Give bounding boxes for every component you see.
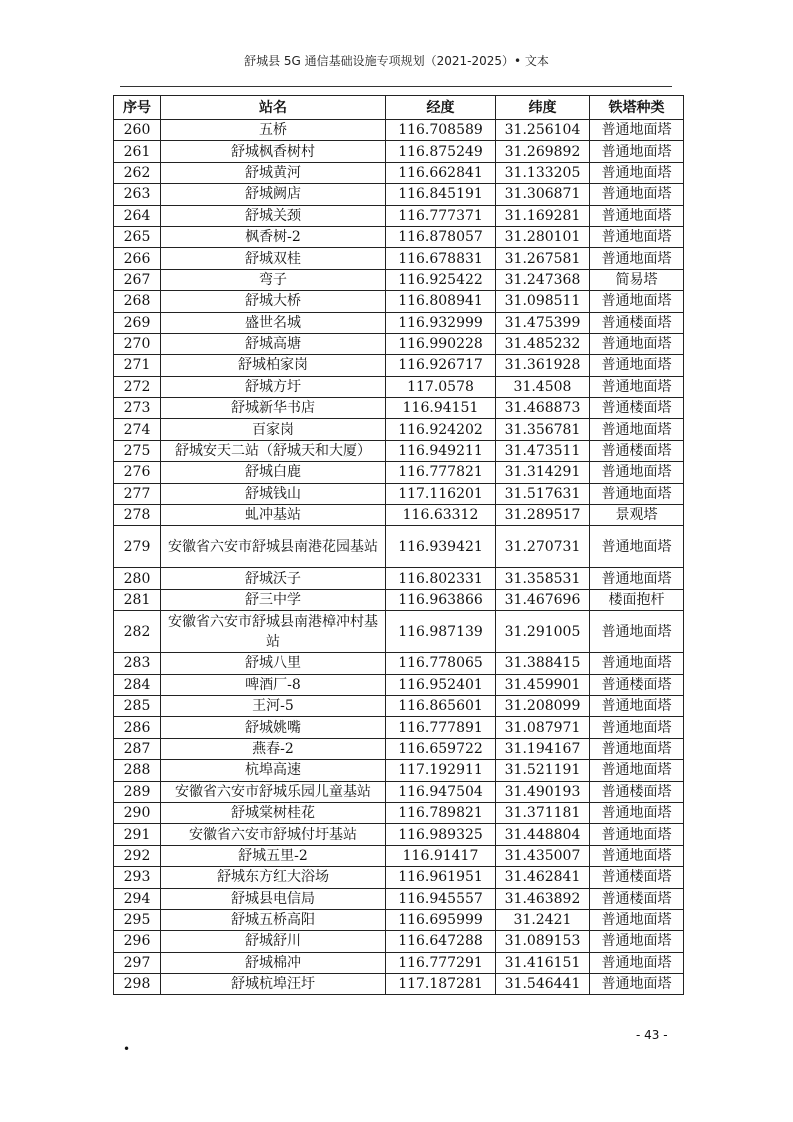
cell-longitude: 116.647288 [386, 931, 496, 952]
cell-latitude: 31.306871 [496, 184, 590, 205]
cell-latitude: 31.475399 [496, 312, 590, 333]
table-row [114, 419, 684, 440]
cell-index: 265 [114, 226, 161, 247]
cell-longitude: 116.925422 [386, 269, 496, 290]
cell-index: 276 [114, 462, 161, 483]
cell-index: 297 [114, 952, 161, 973]
cell-station-name: 舒城黄河 [161, 162, 386, 183]
cell-station-name: 舒城沃子 [161, 568, 386, 589]
cell-station-name: 王河-5 [161, 695, 386, 716]
cell-index: 279 [114, 526, 161, 568]
cell-longitude: 116.949211 [386, 440, 496, 461]
table-row [114, 974, 684, 995]
cell-index: 291 [114, 824, 161, 845]
table-row [114, 888, 684, 909]
cell-latitude: 31.256104 [496, 120, 590, 141]
table-row [114, 802, 684, 823]
column-header-longitude: 经度 [386, 96, 496, 120]
cell-tower-type: 普通地面塔 [590, 248, 684, 269]
cell-index: 296 [114, 931, 161, 952]
table-row [114, 120, 684, 141]
table-row [114, 845, 684, 866]
cell-latitude: 31.358531 [496, 568, 590, 589]
cell-longitude: 116.875249 [386, 141, 496, 162]
cell-index: 264 [114, 205, 161, 226]
cell-latitude: 31.448804 [496, 824, 590, 845]
cell-station-name: 舒城新华书店 [161, 398, 386, 419]
cell-longitude: 117.192911 [386, 760, 496, 781]
cell-longitude: 117.0578 [386, 376, 496, 397]
cell-index: 292 [114, 845, 161, 866]
cell-station-name: 舒城大桥 [161, 291, 386, 312]
table-row [114, 781, 684, 802]
cell-tower-type: 普通地面塔 [590, 824, 684, 845]
cell-index: 271 [114, 355, 161, 376]
table-row [114, 568, 684, 589]
table-row [114, 909, 684, 930]
cell-longitude: 116.963866 [386, 589, 496, 610]
cell-longitude: 116.94151 [386, 398, 496, 419]
cell-longitude: 116.662841 [386, 162, 496, 183]
cell-latitude: 31.546441 [496, 974, 590, 995]
cell-index: 275 [114, 440, 161, 461]
cell-station-name: 舒城五桥高阳 [161, 909, 386, 930]
table-body [114, 120, 684, 995]
table-row [114, 462, 684, 483]
cell-station-name: 舒城棠树桂花 [161, 802, 386, 823]
cell-tower-type: 普通地面塔 [590, 717, 684, 738]
cell-tower-type: 普通地面塔 [590, 611, 684, 653]
cell-tower-type: 普通楼面塔 [590, 440, 684, 461]
table-row [114, 269, 684, 290]
table-row [114, 611, 684, 653]
cell-longitude: 116.865601 [386, 695, 496, 716]
column-header-index: 序号 [114, 96, 161, 120]
cell-index: 262 [114, 162, 161, 183]
table-row [114, 291, 684, 312]
cell-station-name: 弯子 [161, 269, 386, 290]
cell-longitude: 116.924202 [386, 419, 496, 440]
cell-longitude: 116.945557 [386, 888, 496, 909]
cell-tower-type: 普通地面塔 [590, 931, 684, 952]
cell-longitude: 117.116201 [386, 483, 496, 504]
cell-tower-type: 普通地面塔 [590, 226, 684, 247]
cell-index: 261 [114, 141, 161, 162]
page-number: - 43 - [636, 1028, 668, 1042]
cell-index: 273 [114, 398, 161, 419]
cell-tower-type: 普通楼面塔 [590, 867, 684, 888]
cell-tower-type: 普通楼面塔 [590, 781, 684, 802]
column-header-latitude: 纬度 [496, 96, 590, 120]
cell-station-name: 盛世名城 [161, 312, 386, 333]
cell-latitude: 31.4508 [496, 376, 590, 397]
cell-index: 260 [114, 120, 161, 141]
cell-tower-type: 普通地面塔 [590, 568, 684, 589]
footer-bullet: • [123, 1042, 131, 1056]
cell-latitude: 31.361928 [496, 355, 590, 376]
cell-index: 294 [114, 888, 161, 909]
cell-latitude: 31.267581 [496, 248, 590, 269]
cell-tower-type: 普通地面塔 [590, 120, 684, 141]
cell-station-name: 舒城钱山 [161, 483, 386, 504]
cell-latitude: 31.089153 [496, 931, 590, 952]
table-row [114, 505, 684, 526]
cell-station-name: 舒城八里 [161, 653, 386, 674]
cell-latitude: 31.169281 [496, 205, 590, 226]
cell-longitude: 116.778065 [386, 653, 496, 674]
cell-latitude: 31.2421 [496, 909, 590, 930]
cell-index: 268 [114, 291, 161, 312]
cell-index: 274 [114, 419, 161, 440]
cell-latitude: 31.314291 [496, 462, 590, 483]
cell-longitude: 116.952401 [386, 674, 496, 695]
cell-latitude: 31.485232 [496, 333, 590, 354]
cell-index: 298 [114, 974, 161, 995]
cell-station-name: 啤酒厂-8 [161, 674, 386, 695]
cell-longitude: 116.777291 [386, 952, 496, 973]
cell-index: 289 [114, 781, 161, 802]
cell-latitude: 31.459901 [496, 674, 590, 695]
cell-tower-type: 普通地面塔 [590, 526, 684, 568]
table-row [114, 141, 684, 162]
cell-latitude: 31.133205 [496, 162, 590, 183]
cell-latitude: 31.269892 [496, 141, 590, 162]
cell-station-name: 舒城阙店 [161, 184, 386, 205]
cell-latitude: 31.462841 [496, 867, 590, 888]
cell-longitude: 116.708589 [386, 120, 496, 141]
table-row [114, 483, 684, 504]
cell-tower-type: 普通地面塔 [590, 845, 684, 866]
cell-longitude: 117.187281 [386, 974, 496, 995]
cell-longitude: 116.659722 [386, 738, 496, 759]
cell-latitude: 31.356781 [496, 419, 590, 440]
cell-index: 288 [114, 760, 161, 781]
cell-tower-type: 普通地面塔 [590, 653, 684, 674]
cell-tower-type: 普通地面塔 [590, 419, 684, 440]
table-row [114, 717, 684, 738]
cell-station-name: 安徽省六安市舒城乐园儿童基站 [161, 781, 386, 802]
table-row [114, 333, 684, 354]
cell-longitude: 116.932999 [386, 312, 496, 333]
cell-tower-type: 普通地面塔 [590, 462, 684, 483]
cell-longitude: 116.961951 [386, 867, 496, 888]
cell-longitude: 116.808941 [386, 291, 496, 312]
cell-station-name: 安徽省六安市舒城县南港樟冲村基站 [161, 611, 386, 653]
table-row [114, 205, 684, 226]
cell-station-name: 舒城枫香树村 [161, 141, 386, 162]
cell-latitude: 31.087971 [496, 717, 590, 738]
cell-longitude: 116.926717 [386, 355, 496, 376]
cell-longitude: 116.63312 [386, 505, 496, 526]
cell-tower-type: 普通楼面塔 [590, 312, 684, 333]
cell-tower-type: 普通地面塔 [590, 760, 684, 781]
cell-index: 284 [114, 674, 161, 695]
cell-index: 272 [114, 376, 161, 397]
cell-latitude: 31.208099 [496, 695, 590, 716]
cell-tower-type: 景观塔 [590, 505, 684, 526]
cell-latitude: 31.435007 [496, 845, 590, 866]
cell-station-name: 舒城县电信局 [161, 888, 386, 909]
cell-index: 293 [114, 867, 161, 888]
cell-index: 287 [114, 738, 161, 759]
cell-latitude: 31.517631 [496, 483, 590, 504]
cell-longitude: 116.878057 [386, 226, 496, 247]
cell-index: 286 [114, 717, 161, 738]
cell-longitude: 116.802331 [386, 568, 496, 589]
cell-index: 270 [114, 333, 161, 354]
table-row [114, 867, 684, 888]
cell-station-name: 舒城柏家岗 [161, 355, 386, 376]
table-row [114, 952, 684, 973]
table-row [114, 398, 684, 419]
cell-longitude: 116.939421 [386, 526, 496, 568]
cell-index: 280 [114, 568, 161, 589]
cell-longitude: 116.777821 [386, 462, 496, 483]
cell-index: 266 [114, 248, 161, 269]
cell-station-name: 杭埠高速 [161, 760, 386, 781]
cell-longitude: 116.695999 [386, 909, 496, 930]
table-row [114, 695, 684, 716]
cell-tower-type: 普通楼面塔 [590, 888, 684, 909]
table-row [114, 440, 684, 461]
cell-index: 269 [114, 312, 161, 333]
table-header-row [114, 96, 684, 120]
cell-index: 283 [114, 653, 161, 674]
cell-latitude: 31.521191 [496, 760, 590, 781]
cell-latitude: 31.473511 [496, 440, 590, 461]
cell-index: 278 [114, 505, 161, 526]
cell-latitude: 31.468873 [496, 398, 590, 419]
cell-index: 290 [114, 802, 161, 823]
table-row [114, 226, 684, 247]
cell-index: 263 [114, 184, 161, 205]
table-row [114, 526, 684, 568]
cell-tower-type: 普通地面塔 [590, 205, 684, 226]
cell-station-name: 舒城五里-2 [161, 845, 386, 866]
cell-station-name: 舒城舒川 [161, 931, 386, 952]
cell-index: 277 [114, 483, 161, 504]
cell-station-name: 舒城白鹿 [161, 462, 386, 483]
cell-latitude: 31.247368 [496, 269, 590, 290]
cell-tower-type: 普通楼面塔 [590, 398, 684, 419]
cell-tower-type: 普通地面塔 [590, 162, 684, 183]
column-header-station-name: 站名 [161, 96, 386, 120]
table-row [114, 824, 684, 845]
cell-latitude: 31.416151 [496, 952, 590, 973]
cell-tower-type: 普通楼面塔 [590, 674, 684, 695]
cell-tower-type: 普通地面塔 [590, 738, 684, 759]
cell-longitude: 116.777371 [386, 205, 496, 226]
cell-station-name: 安徽省六安市舒城付圩基站 [161, 824, 386, 845]
cell-station-name: 舒城东方红大浴场 [161, 867, 386, 888]
cell-longitude: 116.789821 [386, 802, 496, 823]
cell-tower-type: 普通地面塔 [590, 376, 684, 397]
cell-longitude: 116.845191 [386, 184, 496, 205]
cell-latitude: 31.467696 [496, 589, 590, 610]
table-row [114, 931, 684, 952]
cell-latitude: 31.194167 [496, 738, 590, 759]
cell-latitude: 31.270731 [496, 526, 590, 568]
cell-tower-type: 楼面抱杆 [590, 589, 684, 610]
cell-station-name: 五桥 [161, 120, 386, 141]
cell-tower-type: 普通地面塔 [590, 695, 684, 716]
table-row [114, 760, 684, 781]
table-row [114, 355, 684, 376]
cell-tower-type: 普通地面塔 [590, 355, 684, 376]
cell-tower-type: 简易塔 [590, 269, 684, 290]
cell-index: 281 [114, 589, 161, 610]
cell-station-name: 枫香树-2 [161, 226, 386, 247]
base-station-table [113, 95, 684, 995]
cell-latitude: 31.291005 [496, 611, 590, 653]
column-header-tower-type: 铁塔种类 [590, 96, 684, 120]
cell-station-name: 舒城杭埠汪圩 [161, 974, 386, 995]
cell-station-name: 舒城安天二站（舒城天和大厦） [161, 440, 386, 461]
cell-index: 285 [114, 695, 161, 716]
cell-tower-type: 普通地面塔 [590, 974, 684, 995]
table-row [114, 738, 684, 759]
table-row [114, 184, 684, 205]
cell-station-name: 舒城关颈 [161, 205, 386, 226]
cell-longitude: 116.987139 [386, 611, 496, 653]
cell-index: 295 [114, 909, 161, 930]
cell-station-name: 虬冲基站 [161, 505, 386, 526]
cell-station-name: 安徽省六安市舒城县南港花园基站 [161, 526, 386, 568]
cell-longitude: 116.989325 [386, 824, 496, 845]
cell-latitude: 31.289517 [496, 505, 590, 526]
cell-tower-type: 普通地面塔 [590, 952, 684, 973]
cell-longitude: 116.91417 [386, 845, 496, 866]
cell-station-name: 舒城姚嘴 [161, 717, 386, 738]
cell-longitude: 116.947504 [386, 781, 496, 802]
cell-tower-type: 普通地面塔 [590, 802, 684, 823]
table-row [114, 653, 684, 674]
table-row [114, 312, 684, 333]
cell-latitude: 31.280101 [496, 226, 590, 247]
cell-tower-type: 普通地面塔 [590, 291, 684, 312]
cell-station-name: 舒城棉冲 [161, 952, 386, 973]
cell-latitude: 31.463892 [496, 888, 590, 909]
cell-station-name: 舒三中学 [161, 589, 386, 610]
header-divider [120, 86, 672, 87]
cell-longitude: 116.678831 [386, 248, 496, 269]
table-row [114, 376, 684, 397]
cell-station-name: 百家岗 [161, 419, 386, 440]
cell-station-name: 舒城高塘 [161, 333, 386, 354]
cell-longitude: 116.777891 [386, 717, 496, 738]
page-header: 舒城县 5G 通信基础设施专项规划（2021-2025）• 文本 [244, 54, 549, 68]
table-row [114, 162, 684, 183]
cell-tower-type: 普通地面塔 [590, 333, 684, 354]
table-row [114, 674, 684, 695]
cell-index: 282 [114, 611, 161, 653]
cell-tower-type: 普通地面塔 [590, 483, 684, 504]
cell-station-name: 燕春-2 [161, 738, 386, 759]
cell-tower-type: 普通地面塔 [590, 909, 684, 930]
cell-tower-type: 普通地面塔 [590, 184, 684, 205]
table-row [114, 248, 684, 269]
table-row [114, 589, 684, 610]
cell-latitude: 31.490193 [496, 781, 590, 802]
cell-station-name: 舒城方圩 [161, 376, 386, 397]
cell-longitude: 116.990228 [386, 333, 496, 354]
cell-tower-type: 普通地面塔 [590, 141, 684, 162]
cell-latitude: 31.098511 [496, 291, 590, 312]
cell-latitude: 31.371181 [496, 802, 590, 823]
cell-index: 267 [114, 269, 161, 290]
cell-latitude: 31.388415 [496, 653, 590, 674]
cell-station-name: 舒城双桂 [161, 248, 386, 269]
